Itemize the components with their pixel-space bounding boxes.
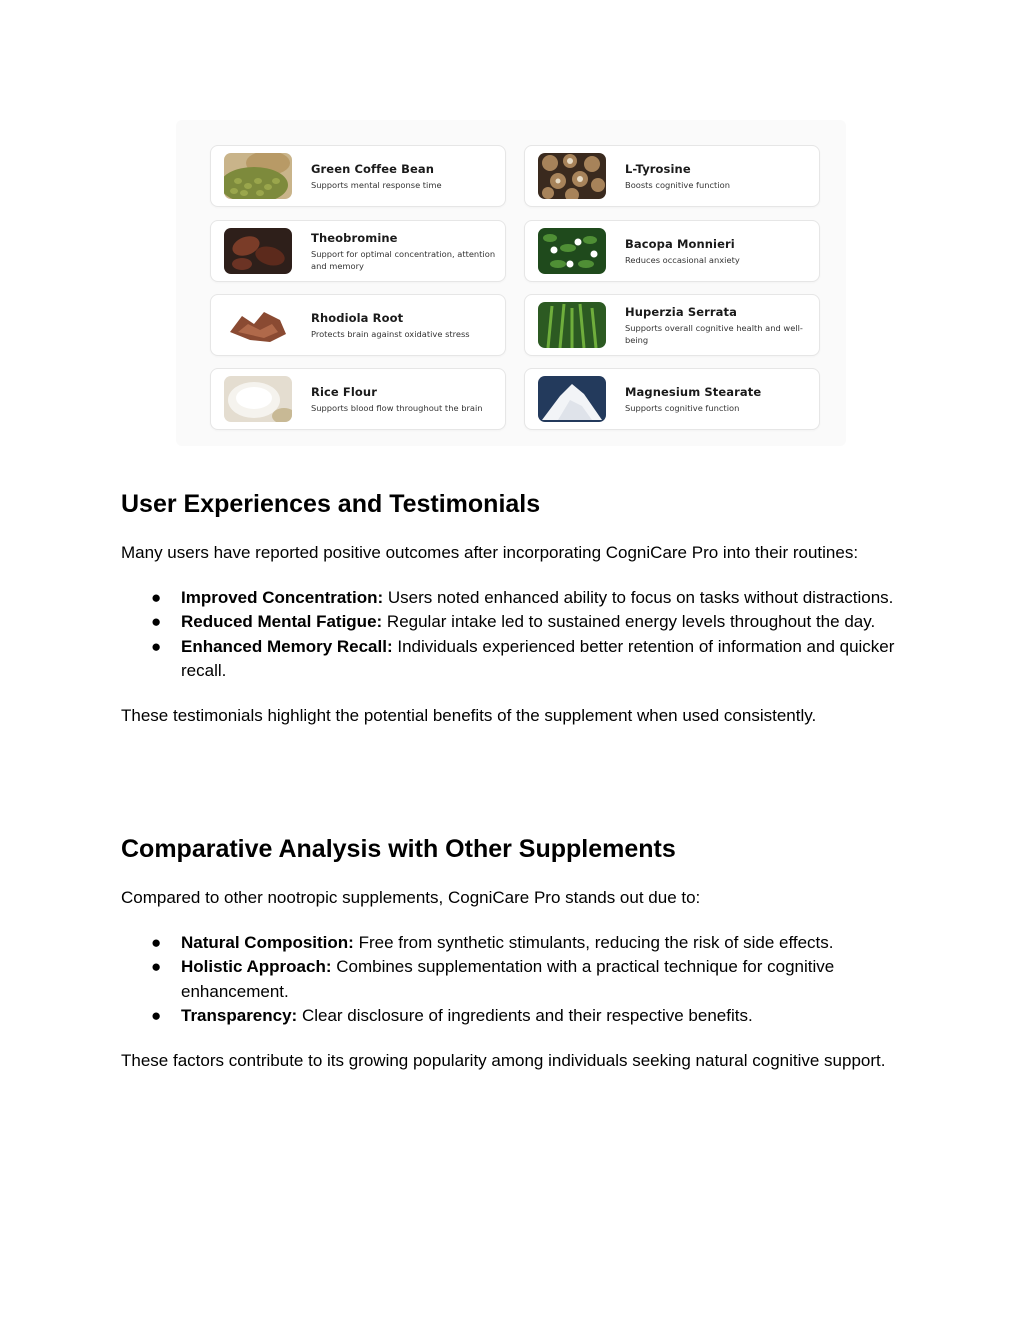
ingredient-name: Magnesium Stearate xyxy=(625,384,762,399)
rhodiola-root-image xyxy=(224,302,292,348)
bacopa-monnieri-image xyxy=(538,228,606,274)
ingredient-card xyxy=(210,368,506,430)
ingredient-card xyxy=(524,294,820,356)
ingredient-name: Rice Flour xyxy=(311,384,377,399)
section-outro: These testimonials highlight the potential benefits of the supplement when used consistently. xyxy=(121,705,817,725)
list-item xyxy=(121,1004,911,1029)
ingredient-description: Supports mental response time xyxy=(311,179,442,190)
ingredients-figure xyxy=(176,120,846,446)
list-item xyxy=(121,931,911,956)
ingredient-name: L-Tyrosine xyxy=(625,161,691,176)
ingredient-name: Theobromine xyxy=(311,230,398,245)
ingredient-card xyxy=(210,220,506,282)
item-text: Regular intake led to sustained energy levels throughout the day. xyxy=(382,612,876,631)
item-label: Natural Composition: xyxy=(181,932,354,952)
bullet-icon: ● xyxy=(151,587,162,607)
ingredient-description: Supports overall cognitive health and well-being xyxy=(625,322,803,345)
item-label: Reduced Mental Fatigue: xyxy=(181,612,383,631)
section-heading: Comparative Analysis with Other Supplements xyxy=(121,835,676,863)
ingredient-name: Huperzia Serrata xyxy=(625,304,737,319)
magnesium-stearate-image xyxy=(538,376,606,422)
theobromine-image xyxy=(224,228,292,274)
ingredient-card xyxy=(210,145,506,207)
bullet-icon: ● xyxy=(151,636,162,656)
item-label: Enhanced Memory Recall: xyxy=(181,636,393,656)
section-intro: Compared to other nootropic supplements, CogniCare Pro stands out due to: xyxy=(121,888,701,907)
ingredient-card xyxy=(524,368,820,430)
bullet-icon: ● xyxy=(151,1006,162,1025)
ingredient-description: Protects brain against oxidative stress xyxy=(311,328,470,339)
section-testimonials xyxy=(121,489,911,728)
list-item xyxy=(121,955,911,1004)
bullet-list xyxy=(121,931,911,1029)
section-comparison xyxy=(121,834,911,1073)
ingredient-card xyxy=(524,145,820,207)
item-text: Combines supplementation with a practical technique for cognitive enhancement. xyxy=(181,957,835,1001)
item-text: Free from synthetic stimulants, reducing the risk of side effects. xyxy=(353,932,834,952)
ingredient-description: Support for optimal concentration, attention and memory xyxy=(311,248,496,271)
item-text: Users noted enhanced ability to focus on tasks without distractions. xyxy=(383,587,894,607)
section-intro: Many users have reported positive outcomes after incorporating CogniCare Pro into their routines: xyxy=(121,543,859,562)
ingredient-description: Boosts cognitive function xyxy=(625,179,730,190)
ingredient-description: Reduces occasional anxiety xyxy=(625,254,740,265)
ingredient-card xyxy=(210,294,506,356)
list-item xyxy=(121,586,911,611)
list-item xyxy=(121,635,911,684)
ingredient-card xyxy=(524,220,820,282)
l-tyrosine-image xyxy=(538,153,606,199)
item-label: Transparency: xyxy=(181,1006,298,1025)
bullet-icon: ● xyxy=(151,932,162,952)
item-text: Clear disclosure of ingredients and their respective benefits. xyxy=(297,1006,753,1025)
rice-flour-image xyxy=(224,376,292,422)
section-outro: These factors contribute to its growing popularity among individuals seeking natural cognitive support. xyxy=(121,1050,886,1070)
bullet-icon: ● xyxy=(151,612,162,631)
green-coffee-bean-image xyxy=(224,153,292,199)
list-item xyxy=(121,610,911,635)
item-text: Individuals experienced better retention of information and quicker recall. xyxy=(181,636,895,680)
ingredient-name: Rhodiola Root xyxy=(311,310,404,325)
huperzia-serrata-image xyxy=(538,302,606,348)
bullet-list xyxy=(121,586,911,684)
item-label: Improved Concentration: xyxy=(181,587,384,607)
ingredient-description: Supports blood flow throughout the brain xyxy=(311,402,483,413)
ingredient-description: Supports cognitive function xyxy=(625,402,740,413)
ingredient-name: Bacopa Monnieri xyxy=(625,236,735,251)
item-label: Holistic Approach: xyxy=(181,957,332,976)
bullet-icon: ● xyxy=(151,957,162,976)
section-heading: User Experiences and Testimonials xyxy=(121,490,541,518)
ingredient-name: Green Coffee Bean xyxy=(311,161,435,176)
